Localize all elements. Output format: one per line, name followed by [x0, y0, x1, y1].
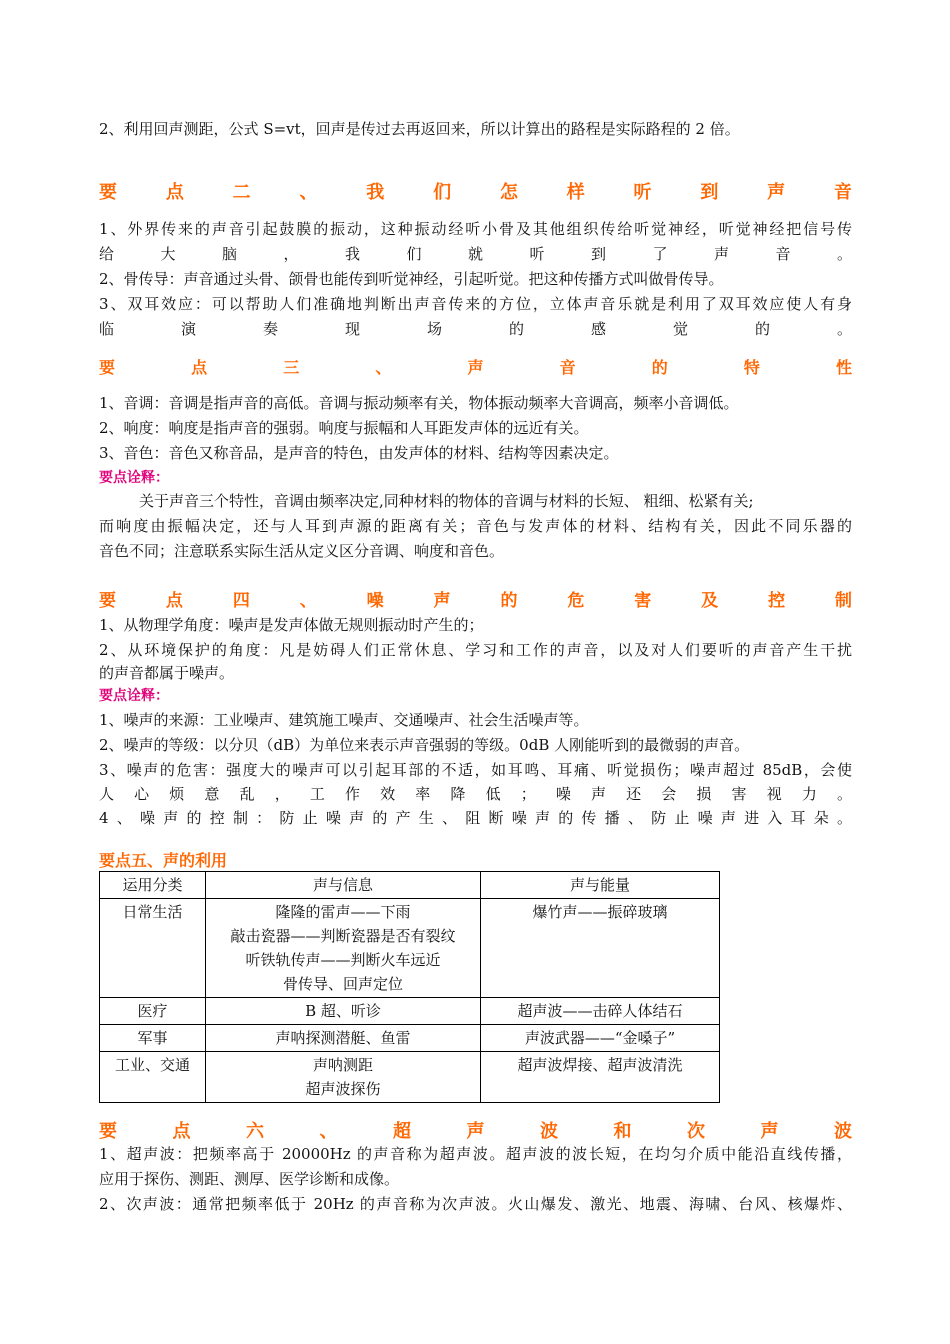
note-title: 要点诠释：: [99, 688, 169, 704]
category-cell: 军事: [100, 1025, 206, 1052]
heading-point-2: 要点二、我们怎样听到声音: [99, 182, 852, 203]
paragraph-line: 1、从物理学角度：噪声是发声体做无规则振动时产生的；: [99, 616, 484, 634]
paragraph-line: 的声音都属于噪声。: [99, 664, 235, 682]
note-line: 1、噪声的来源：工业噪声、建筑施工噪声、交通噪声、社会生活噪声等。: [99, 711, 589, 729]
paragraph-line: 2、骨传导：声音通过头骨、颌骨也能传到听觉神经，引起听觉。把这种传播方式叫做骨传导。: [99, 270, 724, 288]
paragraph-line: 2、次声波：通常把频率低于 20Hz 的声音称为次声波。火山爆发、激光、地震、海啸、台风、核爆炸、: [99, 1195, 852, 1213]
column-header: 运用分类: [100, 872, 206, 899]
category-cell: 医疗: [100, 998, 206, 1025]
heading-point-6: 要点六、超声波和次声波: [99, 1121, 852, 1142]
sound-uses-table: [99, 871, 720, 1103]
energy-cell: 超声波——击碎人体结石: [481, 998, 720, 1025]
table-header-row: [100, 872, 720, 899]
category-cell: 工业、交通: [100, 1052, 206, 1103]
note-line: 4、噪声的控制：防止噪声的产生、阻断噪声的传播、防止噪声进入耳朵。: [99, 809, 852, 827]
table-row: [100, 998, 720, 1025]
table-row: [100, 1052, 720, 1103]
note-line: 而响度由振幅决定，还与人耳到声源的距离有关；音色与发声体的材料、结构有关，因此不同乐器的: [99, 517, 852, 535]
paragraph-line: 1、音调：音调是指声音的高低。音调与振动频率有关，物体振动频率大音调高，频率小音调低。: [99, 394, 739, 412]
info-item: 听铁轨传声——判断火车远近: [245, 951, 441, 969]
paragraph-line: 2、响度：响度是指声音的强弱。响度与振幅和人耳距发声体的远近有关。: [99, 419, 589, 437]
energy-cell: 爆竹声——振碎玻璃: [481, 899, 720, 998]
paragraph-line: 3、双耳效应：可以帮助人们准确地判断出声音传来的方位，立体声音乐就是利用了双耳效应使人有身: [99, 295, 852, 313]
heading-point-4: 要点四、噪声的危害及控制: [99, 591, 852, 611]
paragraph-line: 3、音色：音色又称音品，是声音的特色，由发声体的材料、结构等因素决定。: [99, 444, 619, 462]
column-header: 声与信息: [206, 872, 481, 899]
info-item: 骨传导、回声定位: [282, 975, 403, 993]
paragraph-echo-ranging: 2、利用回声测距，公式 S=vt，回声是传过去再返回来，所以计算出的路程是实际路程的 2 倍。: [99, 120, 740, 138]
info-cell: [206, 1025, 481, 1052]
heading-point-5: 要点五、声的利用: [99, 851, 228, 870]
paragraph-line: 1、外界传来的声音引起鼓膜的振动，这种振动经听小骨及其他组织传给听觉神经，听觉神经把信号传: [99, 220, 852, 238]
table-row: [100, 1025, 720, 1052]
info-item: 声呐探测潜艇、鱼雷: [275, 1029, 411, 1047]
note-line: 音色不同；注意联系实际生活从定义区分音调、响度和音色。: [99, 542, 505, 560]
note-line: 3、噪声的危害：强度大的噪声可以引起耳部的不适，如耳鸣、耳痛、听觉损伤；噪声超过 85dB，会使: [99, 761, 852, 779]
column-header: 声与能量: [481, 872, 720, 899]
paragraph-line: 2、从环境保护的角度：凡是妨碍人们正常休息、学习和工作的声音，以及对人们要听的声音产生干扰: [99, 641, 852, 659]
paragraph-line: 应用于探伤、测距、测厚、医学诊断和成像。: [99, 1170, 400, 1188]
paragraph-line: 临演奏现场的感觉的。: [99, 320, 852, 338]
info-cell: [206, 1052, 481, 1103]
table-row: [100, 899, 720, 998]
info-item: 敲击瓷器——判断瓷器是否有裂纹: [230, 927, 456, 945]
paragraph-line: 1、超声波：把频率高于 20000Hz 的声音称为超声波。超声波的波长短，在均匀介质中能沿直线传播，: [99, 1145, 852, 1163]
category-cell: 日常生活: [100, 899, 206, 998]
note-title: 要点诠释：: [99, 470, 169, 486]
info-cell: [206, 899, 481, 998]
info-cell: [206, 998, 481, 1025]
note-line: 关于声音三个特性，音调由频率决定,同种材料的物体的音调与材料的长短、 粗细、松紧有关;: [139, 492, 754, 510]
note-line: 人心烦意乱，工作效率降低；噪声还会损害视力。: [99, 785, 852, 803]
info-item: B 超、听诊: [305, 1002, 381, 1020]
energy-cell: 声波武器——“金嗓子”: [481, 1025, 720, 1052]
heading-point-3: 要点三、声音的特性: [99, 358, 852, 377]
energy-cell: 超声波焊接、超声波清洗: [481, 1052, 720, 1103]
paragraph-line: 给大脑，我们就听到了声音。: [99, 245, 852, 263]
note-line: 2、噪声的等级：以分贝（dB）为单位来表示声音强弱的等级。0dB 人刚能听到的最微弱的声音。: [99, 736, 750, 754]
info-item: 隆隆的雷声——下雨: [275, 903, 411, 921]
info-item: 声呐测距: [312, 1056, 373, 1074]
info-item: 超声波探伤: [305, 1080, 381, 1098]
